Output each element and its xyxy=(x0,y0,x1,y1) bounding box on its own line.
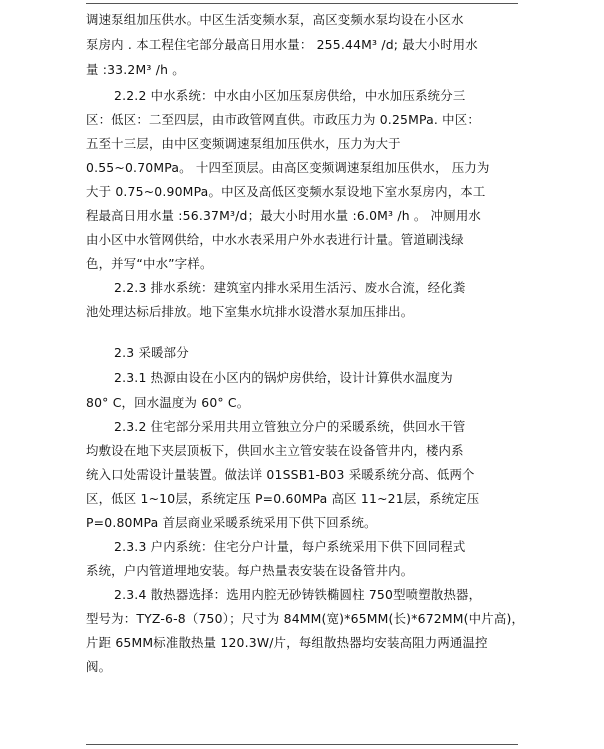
text-line: 统入口处需设计量装置。做法详 01SSB1-B03 采暖系统分高、低两个 xyxy=(86,467,475,482)
text-line: 80° C，回水温度为 60° C。 xyxy=(86,395,250,410)
text-line: 色，并写“中水”字样。 xyxy=(86,256,213,271)
text-line: 型号为：TYZ-6-8（750）；尺寸为 84MM(宽)*65MM(长)*672MM(中片高)， xyxy=(86,611,525,626)
text-line: P=0.80MPa 首层商业采暖系统采用下供下回系统。 xyxy=(86,515,377,530)
text-line: 大于 0.75~0.90MPa。中区及高低区变频水泵设地下室水泵房内，本工 xyxy=(86,184,486,199)
header-rule xyxy=(86,3,518,4)
section-2-2-3-heading-line: 2.2.3 排水系统：建筑室内排水采用生活污、废水合流，经化粪 xyxy=(114,280,466,295)
text-line: 量 :33.2M³ /h 。 xyxy=(86,62,185,77)
text-line: 池处理达标后排放。地下室集水坑排水设潜水泵加压排出。 xyxy=(86,304,414,319)
text-line: 区，低区 1~10层，系统定压 P=0.60MPa 高区 11~21层，系统定压 xyxy=(86,491,480,506)
text-line: 泵房内 . 本工程住宅部分最高日用水量： 255.44M³ /d; 最大小时用水 xyxy=(86,37,478,52)
text-line: 由小区中水管网供给，中水水表采用户外水表进行计量。管道刷浅绿 xyxy=(86,232,464,247)
section-2-3-1-heading-line: 2.3.1 热源由设在小区内的锅炉房供给，设计计算供水温度为 xyxy=(114,370,453,385)
text-line: 0.55~0.70MPa。 十四至顶层。由高区变频调速泵组加压供水， 压力为 xyxy=(86,160,490,175)
text-line: 区：低区：二至四层，由市政管网直供。市政压力为 0.25MPa. 中区： xyxy=(86,112,480,127)
section-2-3-2-heading-line: 2.3.2 住宅部分采用共用立管独立分户的采暖系统，供回水干管 xyxy=(114,419,466,434)
text-line: 五至十三层，由中区变频调速泵组加压供水，压力为大于 xyxy=(86,136,401,151)
text-line: 调速泵组加压供水。中区生活变频水泵，高区变频水泵均设在小区水 xyxy=(86,12,464,27)
text-line: 均敷设在地下夹层顶板下，供回水主立管安装在设备管井内，楼内系 xyxy=(86,443,464,458)
section-2-2-2-heading-line: 2.2.2 中水系统：中水由小区加压泵房供给，中水加压系统分三 xyxy=(114,88,466,103)
section-2-3-heading: 2.3 采暖部分 xyxy=(114,345,189,360)
text-line: 阀。 xyxy=(86,659,112,674)
text-line: 系统，户内管道埋地安装。每户热量表安装在设备管井内。 xyxy=(86,563,414,578)
section-2-3-3-heading-line: 2.3.3 户内系统：住宅分户计量，每户系统采用下供下回同程式 xyxy=(114,539,466,554)
section-2-3-4-heading-line: 2.3.4 散热器选择：选用内腔无砂铸铁椭圆柱 750型喷塑散热器， xyxy=(114,587,482,602)
text-line: 片距 65MM标准散热量 120.3W/片，每组散热器均安装高阻力两通温控 xyxy=(86,635,488,650)
footer-rule xyxy=(86,744,518,745)
text-line: 程最高日用水量 :56.37M³/d；最大小时用水量 :6.0M³ /h 。 冲厕用水 xyxy=(86,208,482,223)
